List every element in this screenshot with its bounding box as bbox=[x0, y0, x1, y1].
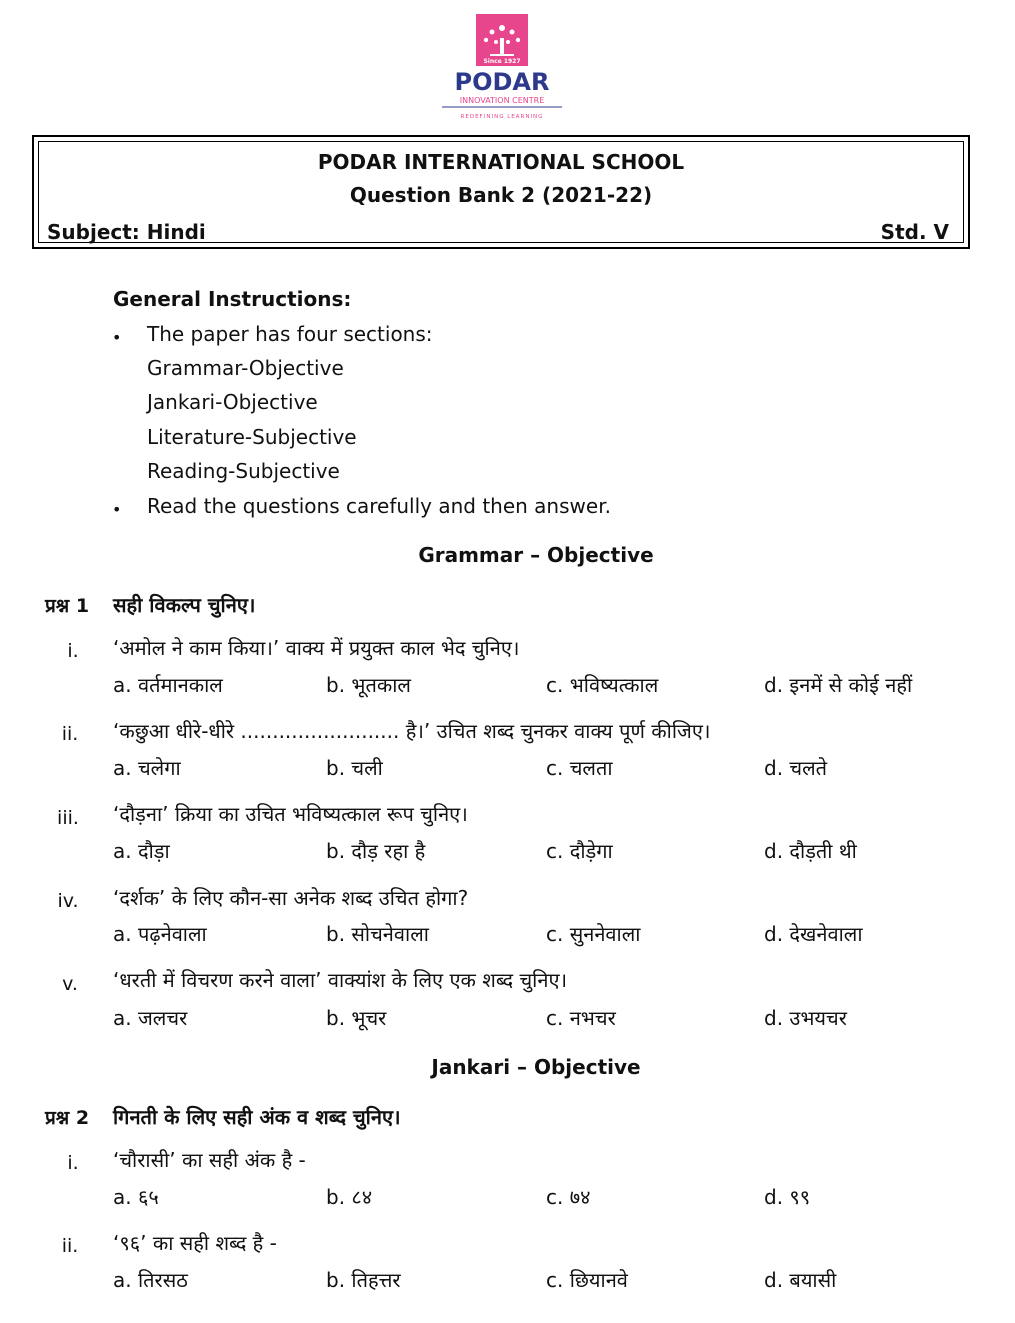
option-c: c. सुननेवाला bbox=[546, 922, 641, 946]
prashna-label: प्रश्न 1 bbox=[45, 595, 90, 617]
option-a: a. तिरसठ bbox=[113, 1268, 188, 1292]
option-d: d. ९९ bbox=[764, 1185, 811, 1209]
header-box bbox=[32, 135, 970, 249]
question-bank-title: Question Bank 2 (2021-22) bbox=[349, 183, 653, 207]
option-c: c. भविष्यत्काल bbox=[546, 673, 659, 697]
subject-label: Subject: Hindi bbox=[47, 220, 206, 244]
option-c: c. दौड़ेगा bbox=[546, 839, 613, 863]
option-a: a. ६५ bbox=[113, 1185, 159, 1209]
option-c: c. छियानवे bbox=[546, 1268, 628, 1292]
instruction-item: The paper has four sections: bbox=[147, 322, 433, 346]
option-c: c. ७४ bbox=[546, 1185, 591, 1209]
option-a: a. जलचर bbox=[113, 1006, 188, 1030]
header-inner bbox=[38, 141, 964, 243]
question-number: ii. bbox=[61, 723, 79, 745]
option-d: d. चलते bbox=[764, 756, 828, 780]
question-text: ‘धरती में विचरण करने वाला’ वाक्यांश के लिए एक शब्द चुनिए। bbox=[113, 968, 568, 992]
option-b: b. भूचर bbox=[326, 1006, 387, 1030]
section-title-jankari: Jankari – Objective bbox=[431, 1055, 641, 1079]
section-list-item: Literature-Subjective bbox=[147, 425, 357, 449]
logo-since: Since 1927 bbox=[483, 58, 521, 65]
section-title-grammar: Grammar – Objective bbox=[418, 543, 654, 567]
option-d: d. दौड़ती थी bbox=[764, 839, 857, 863]
podar-logo bbox=[438, 14, 568, 122]
option-b: b. सोचनेवाला bbox=[326, 922, 429, 946]
std-label: Std. V bbox=[880, 220, 949, 244]
question-number: iv. bbox=[57, 890, 79, 912]
instruction-item: Read the questions carefully and then answer. bbox=[147, 494, 611, 518]
logo-tagline: REDEFINING LEARNING bbox=[460, 114, 544, 120]
option-a: a. चलेगा bbox=[113, 756, 181, 780]
section-list-item: Grammar-Objective bbox=[147, 356, 344, 380]
option-c: c. चलता bbox=[546, 756, 613, 780]
option-d: d. इनमें से कोई नहीं bbox=[764, 673, 913, 697]
question-number: v. bbox=[62, 973, 78, 995]
question-text: ‘कछुआ धीरे-धीरे ......................... है।’ उचित शब्द चुनकर वाक्य पूर्ण कीजिए। bbox=[113, 719, 711, 743]
question-number: iii. bbox=[57, 807, 79, 829]
option-b: b. चली bbox=[326, 756, 383, 780]
option-a: a. दौड़ा bbox=[113, 839, 170, 863]
bullet-icon: • bbox=[112, 328, 122, 347]
option-b: b. ८४ bbox=[326, 1185, 373, 1209]
question-text: ‘दर्शक’ के लिए कौन-सा अनेक शब्द उचित होगा? bbox=[113, 886, 469, 910]
option-d: d. बयासी bbox=[764, 1268, 837, 1292]
question-number: ii. bbox=[61, 1235, 79, 1257]
question-text: ‘दौड़ना’ क्रिया का उचित भविष्यत्काल रूप चुनिए। bbox=[113, 802, 468, 826]
question-number: i. bbox=[67, 1152, 79, 1174]
option-c: c. नभचर bbox=[546, 1006, 616, 1030]
prashna-label: प्रश्न 2 bbox=[45, 1107, 90, 1129]
question-text: ‘अमोल ने काम किया।’ वाक्य में प्रयुक्त काल भेद चुनिए। bbox=[113, 636, 520, 660]
section-list-item: Reading-Subjective bbox=[147, 459, 340, 483]
option-b: b. भूतकाल bbox=[326, 673, 411, 697]
option-b: b. तिहत्तर bbox=[326, 1268, 401, 1292]
question-text: ‘चौरासी’ का सही अंक है - bbox=[113, 1148, 306, 1172]
school-name: PODAR INTERNATIONAL SCHOOL bbox=[317, 150, 685, 174]
logo-brand: PODAR bbox=[454, 68, 550, 96]
prashna-text: गिनती के लिए सही अंक व शब्द चुनिए। bbox=[113, 1105, 401, 1129]
option-d: d. उभयचर bbox=[764, 1006, 847, 1030]
option-a: a. वर्तमानकाल bbox=[113, 673, 223, 697]
option-d: d. देखनेवाला bbox=[764, 922, 863, 946]
logo-sub: INNOVATION CENTRE bbox=[459, 96, 545, 105]
prashna-text: सही विकल्प चुनिए। bbox=[113, 593, 256, 617]
option-b: b. दौड़ रहा है bbox=[326, 839, 426, 863]
question-text: ‘९६’ का सही शब्द है - bbox=[113, 1231, 277, 1255]
question-number: i. bbox=[67, 640, 79, 662]
option-a: a. पढ़नेवाला bbox=[113, 922, 207, 946]
section-list-item: Jankari-Objective bbox=[147, 390, 318, 414]
instructions-title: General Instructions: bbox=[113, 287, 352, 311]
bullet-icon: • bbox=[112, 500, 122, 519]
